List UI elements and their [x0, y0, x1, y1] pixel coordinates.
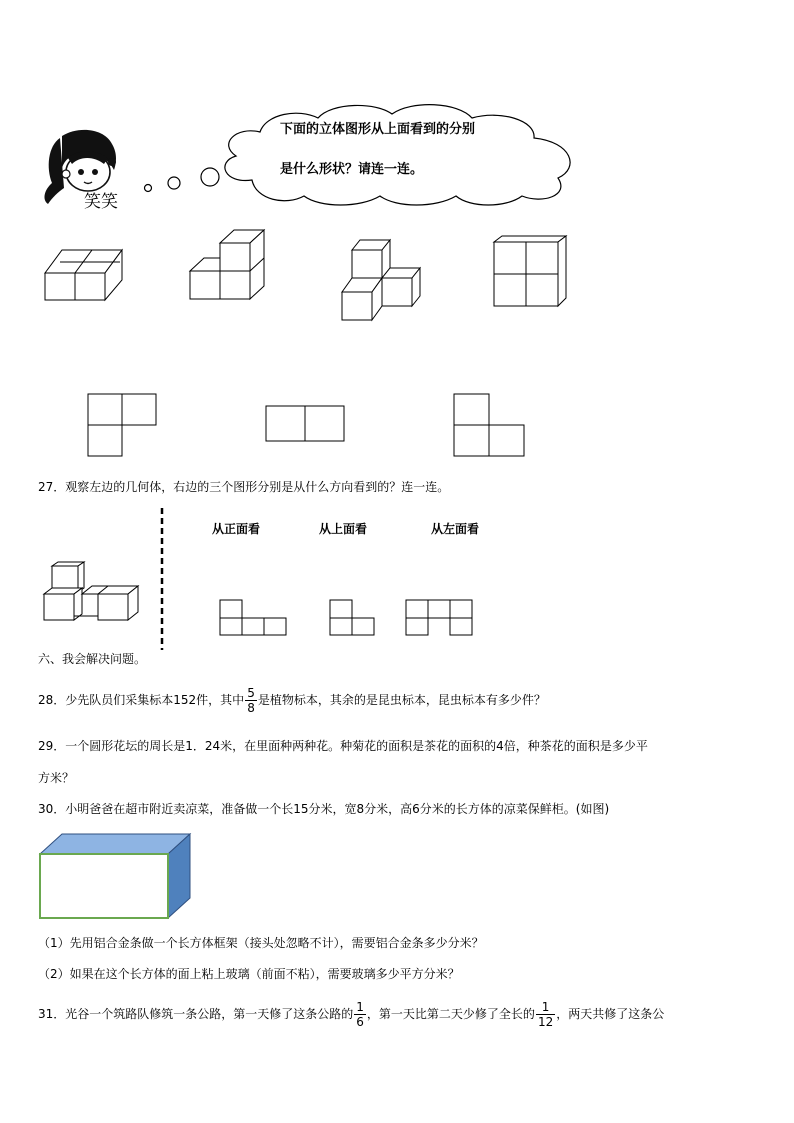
cube-figure-2 — [186, 226, 276, 306]
cube-figure-4 — [488, 234, 578, 314]
view-shape-3 — [452, 392, 526, 458]
q31-fraction-1-numerator: 1 — [356, 1000, 364, 1014]
q28-text-before: 28．少先队员们采集标本152件，其中 — [38, 693, 245, 707]
question-29-line2: 方米？ — [38, 771, 75, 785]
view-label-front: 从正面看 — [212, 522, 261, 536]
view-shape-2 — [264, 404, 348, 444]
q28-text-after: 是植物标本，其余的是昆虫标本，昆虫标本有多少件？ — [257, 693, 546, 707]
thought-bubble — [140, 96, 590, 206]
q31-fraction-1 — [354, 1000, 366, 1029]
q31-fraction-2-numerator: 1 — [536, 1000, 555, 1015]
q27-view-shape-2 — [328, 598, 378, 638]
question-31 — [38, 997, 664, 1031]
view-label-top: 从上面看 — [319, 522, 368, 536]
view-label-left: 从左面看 — [431, 522, 480, 536]
q31-fraction-2-denominator: 12 — [537, 1015, 554, 1029]
question-30-text: 30．小明爸爸在超市附近卖凉菜，准备做一个长15分米，宽8分米，高6分米的长方体的凉菜保鲜柜。(如图) — [38, 802, 610, 816]
q28-fraction — [245, 686, 257, 715]
cube-figure-3 — [338, 236, 428, 326]
q28-fraction-numerator: 5 — [247, 686, 255, 700]
q31-text-part1: 31．光谷一个筑路队修筑一条公路，第一天修了这条公路的 — [38, 1007, 354, 1021]
q27-view-shape-3 — [404, 598, 476, 638]
q31-text-part3: ，两天共修了这条公 — [556, 1007, 665, 1021]
question-29-line1: 29．一个圆形花坛的周长是1．24米，在里面种两种花。种菊花的面积是茶花的面积的4倍，种茶花的面积是多少平 — [38, 739, 648, 753]
q31-fraction-1-denominator: 6 — [356, 1015, 364, 1029]
q28-fraction-denominator: 8 — [247, 701, 255, 715]
question-28 — [38, 685, 546, 715]
question-30-sub1: （1）先用铝合金条做一个长方体框架（接头处忽略不计），需要铝合金条多少分米？ — [38, 936, 484, 950]
section-6-title: 六、我会解决问题。 — [38, 652, 147, 666]
q27-view-shape-1 — [218, 598, 290, 638]
cube-figure-1 — [40, 240, 140, 310]
girl-caption: 笑笑 — [84, 192, 118, 212]
view-shape-1 — [86, 392, 158, 458]
q31-fraction-2 — [536, 1000, 555, 1029]
cuboid-illustration — [38, 832, 194, 922]
q31-text-part2: ，第一天比第二天少修了全长的 — [366, 1007, 535, 1021]
question-27-text: 27．观察左边的几何体，右边的三个图形分别是从什么方向看到的？连一连。 — [38, 480, 450, 494]
q27-solid-figure — [40, 560, 144, 624]
bubble-text-line2: 是什么形状？请连一连。 — [280, 162, 424, 177]
bubble-text-line1: 下面的立体图形从上面看到的分别 — [280, 122, 476, 137]
dashed-divider — [160, 508, 164, 650]
question-30-sub2: （2）如果在这个长方体的面上粘上玻璃（前面不粘），需要玻璃多少平方分米？ — [38, 967, 460, 981]
